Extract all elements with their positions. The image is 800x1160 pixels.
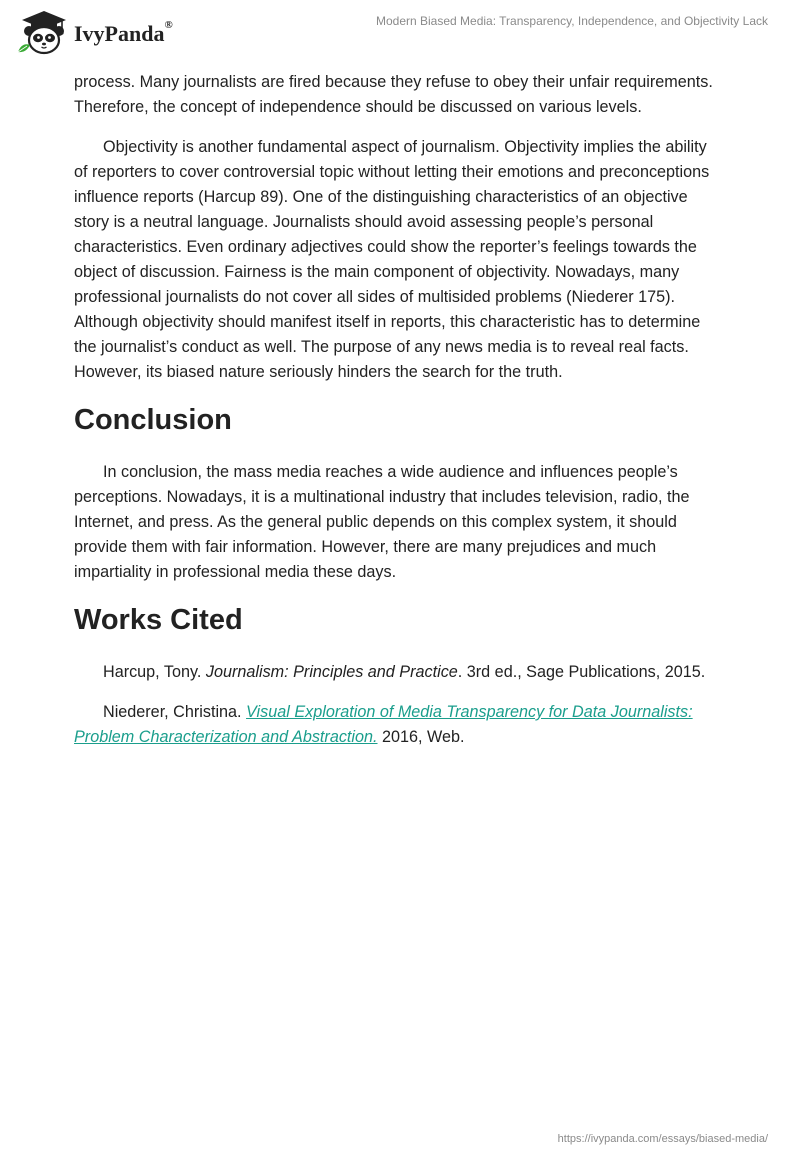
essay-content — [74, 70, 724, 765]
page-header — [0, 0, 800, 70]
citation-author: Niederer, Christina. — [103, 703, 247, 721]
citation-link[interactable]: Visual Exploration of Media Transparency for Data Journalists: Problem Characterization and Abstraction. — [74, 703, 693, 746]
document-title: Modern Biased Media: Transparency, Independence, and Objectivity Lack — [375, 14, 768, 28]
paragraph-objectivity: Objectivity is another fundamental aspect of journalism. Objectivity implies the ability of reporters to cover controversial topic without letting their emotions and preconceptions influence reports (Harcup 89). One of the distinguishing characteristics of an objective story is a neutral language. Journalists should avoid assessing people’s personal characteristics. Even ordinary adjectives could show the reporter’s feelings towards the object of discussion. Fairness is the main component of objectivity. Nowadays, many professional journalists do not cover all sides of multisided problems (Niederer 175). Although objectivity should manifest itself in reports, this characteristic has to determine the journalist’s conduct as well. The purpose of any news media is to reveal real facts. However, its biased nature seriously hinders the search for the truth. — [74, 138, 710, 381]
brand-name: IvyPanda® — [74, 19, 173, 46]
citation-niederer — [74, 700, 724, 750]
conclusion-heading: Conclusion — [74, 404, 232, 436]
citation-title: Journalism: Principles and Practice — [205, 663, 458, 681]
citation-author: Harcup, Tony. — [103, 663, 206, 681]
citation-harcup — [74, 660, 724, 685]
works-cited-heading: Works Cited — [74, 604, 243, 636]
citation-details: 2016, Web. — [377, 728, 465, 746]
ivypanda-logo[interactable] — [14, 8, 173, 58]
paragraph-conclusion: In conclusion, the mass media reaches a wide audience and influences people’s perceptions. Nowadays, it is a multinational industry that includes television, radio, the Internet, and press. As the general public depends on this complex system, it should provide them with fair information. However, there are many prejudices and much impartiality in professional media these days. — [74, 463, 690, 581]
paragraph-continuation: process. Many journalists are fired because they refuse to obey their unfair requirements. Therefore, the concept of independence should be discussed on various levels. — [74, 73, 713, 116]
citation-details: . 3rd ed., Sage Publications, 2015. — [457, 663, 706, 681]
footer-url: https://ivypanda.com/essays/biased-media/ — [557, 1133, 768, 1145]
panda-graduate-icon — [14, 8, 70, 58]
